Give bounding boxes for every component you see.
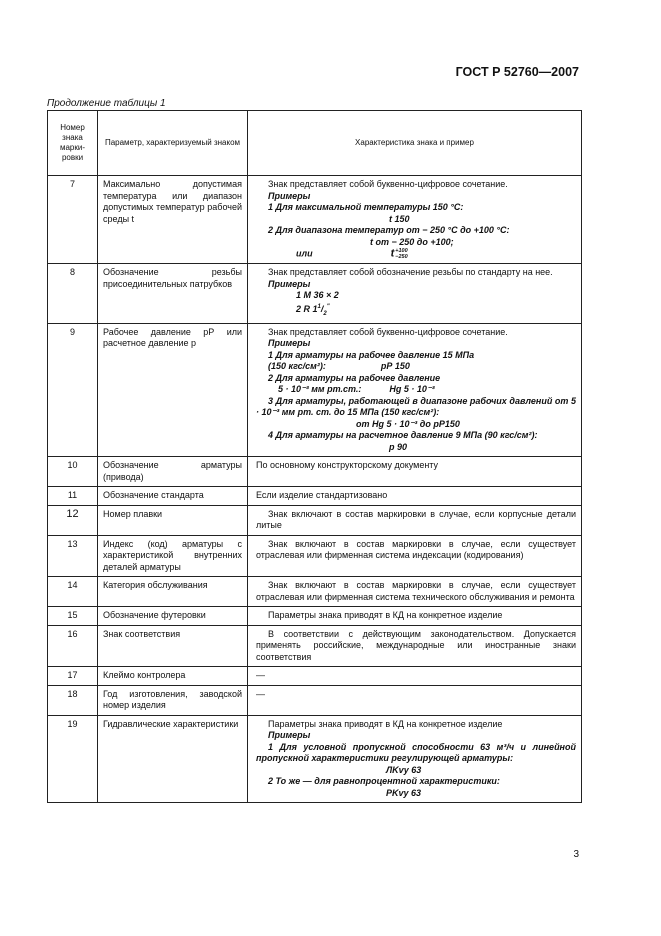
row-parameter: Гидравлические характеристики <box>98 715 248 803</box>
descr-line: 2 R $1^1/_2^"$ <box>296 303 330 317</box>
row-parameter: Год изготовления, заводской номер изделия <box>98 685 248 715</box>
descr-line: — <box>256 670 265 681</box>
row-description <box>248 323 582 457</box>
range-lower: −250 <box>395 254 408 260</box>
descr-line: По основному конструкторскому документу <box>256 460 439 471</box>
descr-line <box>256 361 576 373</box>
table-row <box>48 625 582 667</box>
col-header-number: Номер знака марки-ровки <box>48 111 98 176</box>
row-parameter: Обозначение стандарта <box>98 487 248 506</box>
descr-line: 1 Для максимальной температуры 150 °С: <box>268 202 464 212</box>
row-number: 11 <box>48 487 98 506</box>
row-description <box>248 667 582 686</box>
thread-num: 1 <box>317 303 321 310</box>
descr-fragment: 5 · 10⁻³ мм рт.ст.: <box>278 384 362 395</box>
range-upper: +100 <box>395 248 408 254</box>
descr-line: ЛKvy 63 <box>386 764 422 775</box>
descr-line: 3 Для арматуры, работающей в диапазоне рабочих давлений от 5 · 10⁻³ мм рт. ст. до 15 МПа (150 кгс/см²): <box>256 395 576 418</box>
col-header-description: Характеристика знака и пример <box>248 111 582 176</box>
examples-label: Примеры <box>268 338 311 349</box>
row-description <box>248 535 582 577</box>
table-caption: Продолжение таблицы 1 <box>47 98 166 109</box>
descr-line: Параметры знака приводят в КД на конкретное изделие <box>268 610 503 621</box>
descr-line: В соответствии с действующим законодательством. Допускается применять российские, международные или иностранные знаки соответствия <box>256 628 576 662</box>
row-parameter: Обозначение резьбы присоединительных патрубков <box>98 264 248 324</box>
thread-den: 2 <box>323 310 327 317</box>
descr-line: 4 Для арматуры на расчетное давление 9 МПа (90 кгс/см²): <box>268 430 538 441</box>
descr-line: Параметры знака приводят в КД на конкретное изделие <box>268 718 503 729</box>
examples-label: Примеры <box>268 190 311 201</box>
descr-line: Если изделие стандартизовано <box>256 490 388 501</box>
row-parameter: Знак соответствия <box>98 625 248 667</box>
row-description <box>248 625 582 667</box>
col-header-parameter: Параметр, характеризуемый знаком <box>98 111 248 176</box>
row-description <box>248 457 582 487</box>
row-number: 8 <box>48 264 98 324</box>
row-parameter: Обозначение арматуры (привода) <box>98 457 248 487</box>
row-number: 17 <box>48 667 98 686</box>
row-description <box>248 715 582 803</box>
row-number: 16 <box>48 625 98 667</box>
descr-line: — <box>256 688 265 699</box>
row-description <box>248 176 582 264</box>
table-row <box>48 667 582 686</box>
descr-line: Знак включают в состав маркировки в случае, если корпусные детали литые <box>256 508 576 531</box>
descr-line: Знак включают в состав маркировки в случае, если существует отраслевая или фирменная система индексации (кодирования) <box>256 538 576 561</box>
range-symbol: t <box>390 247 395 260</box>
row-number: 18 <box>48 685 98 715</box>
thread-inch: " <box>326 303 330 310</box>
descr-line: 2 Для арматуры на рабочее давление <box>268 372 441 383</box>
table-row <box>48 685 582 715</box>
descr-line: PKvy 63 <box>386 787 422 798</box>
row-description <box>248 607 582 626</box>
descr-line: Знак представляет собой буквенно-цифровое сочетание. <box>268 326 508 337</box>
table-row <box>48 457 582 487</box>
table-row <box>48 607 582 626</box>
table-row <box>48 264 582 324</box>
descr-line: 1 Для арматуры на рабочее давление 15 МПа <box>268 349 475 360</box>
row-description <box>248 685 582 715</box>
descr-line: 2 Для диапазона температур от − 250 °С до +100 °С: <box>268 225 510 235</box>
row-number: 10 <box>48 457 98 487</box>
descr-line: от Hg 5 · 10⁻³ до pР150 <box>356 418 460 429</box>
marking-table <box>47 110 582 803</box>
descr-line <box>256 384 576 396</box>
descr-line: 2 То же — для равнопроцентной характеристики: <box>268 776 500 787</box>
table-row <box>48 176 582 264</box>
table-row <box>48 535 582 577</box>
descr-line <box>256 248 576 260</box>
row-number: 9 <box>48 323 98 457</box>
descr-fragment: pР 150 <box>380 361 410 372</box>
table-header-row <box>48 111 582 176</box>
row-description <box>248 487 582 506</box>
row-parameter: Обозначение футеровки <box>98 607 248 626</box>
standard-header: ГОСТ Р 52760—2007 <box>455 65 579 79</box>
row-number: 15 <box>48 607 98 626</box>
table-row <box>48 505 582 535</box>
thread-value: 2 R 1 <box>296 303 318 314</box>
descr-fragment: Hg 5 · 10⁻³ <box>389 384 435 395</box>
row-number: 19 <box>48 715 98 803</box>
row-number: 14 <box>48 577 98 607</box>
or-word: или <box>296 248 313 259</box>
row-number: 12 <box>48 505 98 535</box>
descr-line: Знак включают в состав маркировки в случае, если существует отраслевая или фирменная система технического обслуживания и ремонта <box>256 580 576 602</box>
row-parameter: Номер плавки <box>98 505 248 535</box>
table-row <box>48 577 582 607</box>
descr-line: 1 Для условной пропускной способности 63 м³/ч и линейной пропускной характеристики регулирующей арматуры: <box>256 741 576 764</box>
descr-line: 1 М 36 × 2 <box>296 290 339 300</box>
row-parameter: Клеймо контролера <box>98 667 248 686</box>
row-parameter: Максимально допустимая температура или диапазон допустимых температур рабочей среды t <box>98 176 248 264</box>
descr-line: Знак представляет собой обозначение резьбы по стандарту на нее. <box>268 267 553 277</box>
descr-line: t 150 <box>389 213 410 224</box>
row-parameter: Категория обслуживания <box>98 577 248 607</box>
examples-label: Примеры <box>268 278 311 289</box>
row-number: 7 <box>48 176 98 264</box>
table-row <box>48 487 582 506</box>
row-parameter: Рабочее давление pР или расчетное давление p <box>98 323 248 457</box>
descr-line: Знак представляет собой буквенно-цифровое сочетание. <box>268 179 508 189</box>
row-parameter: Индекс (код) арматуры с характеристикой внутренних деталей арматуры <box>98 535 248 577</box>
row-description <box>248 264 582 324</box>
examples-label: Примеры <box>268 730 311 741</box>
descr-fragment: (150 кгс/см²): <box>268 361 326 372</box>
row-description <box>248 577 582 607</box>
descr-line: t от − 250 до +100; <box>370 236 454 247</box>
page-number: 3 <box>573 849 579 860</box>
row-number: 13 <box>48 535 98 577</box>
descr-line: p 90 <box>389 441 408 452</box>
table-row <box>48 715 582 803</box>
row-description <box>248 505 582 535</box>
table-row <box>48 323 582 457</box>
